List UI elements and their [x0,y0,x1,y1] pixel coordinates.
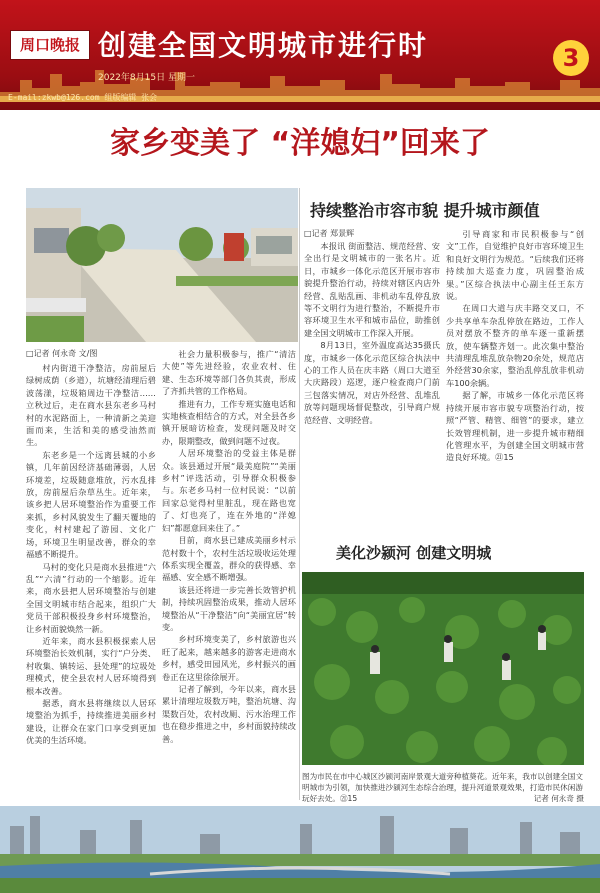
paragraph: 该县还将进一步完善长效管护机制，持续巩固整治成果，推动人居环境整治从“干净整洁”向“美丽宜居”转变。 [162,584,296,632]
paragraph: 马村的变化只是商水县推进“六乱”“六清”行动的一个缩影。近年来，商水县把人居环境整治与创建全国文明城市结合起来，组织广大党员干部积极投身乡村环境整治，让乡村面貌焕然一新。 [26,561,156,634]
newspaper-logo: 周口晚报 [10,30,90,60]
photo-section-headline: 美化沙颍河 创建文明城 [336,544,492,562]
paragraph: 目前，商水县已建成美丽乡村示范村数十个，农村生活垃圾收运处理体系实现全覆盖，群众的获得感、幸福感、安全感不断增强。 [162,535,296,583]
paragraph: 人居环境整治的受益主体是群众。该县通过开展“最美庭院”“美丽乡村”评选活动，引导群众积极参与。东老乡马村一位村民说：“以前回家总觉得村里脏乱，现在路也宽了、灯也亮了，连在外地的“洋媳妇”都愿意回来住了。” [162,448,296,533]
article-headline: 持续整治市容市貌 提升城市颜值 [310,201,540,220]
editor-info: E-mail:zkwb@126.com 组版编辑 张会 [8,93,158,102]
article-column-1 [26,362,156,806]
riverside-city-photo [0,806,600,893]
caption-credit: 记者 何永奇 摄 [533,794,584,803]
paragraph: 推进有力，工作专班实施电话和实地核查相结合的方式，对全县各乡镇开展暗访检查，发现问题及时交办，限期整改，做到问题不过夜。 [162,398,296,446]
paragraph: 在周口大道与庆丰路交叉口，不少共享单车杂乱停放在路边，工作人员对摆放不整齐的单车逐一重新摆放，使车辆整齐划一。此次集中整治共清理乱堆乱放杂物20余处，规范店外经营30余家，整治乱停乱放非机动车100余辆。 [446,303,584,388]
sunflower-field-photo [302,572,584,765]
masthead-banner [0,0,600,110]
photo-caption [302,771,584,804]
paragraph: 乡村环境变美了，乡村旅游也兴旺了起来，越来越多的游客走进商水乡村，感受田园风光，乡村振兴的画卷正在这里徐徐展开。 [162,634,296,682]
paragraph: 据悉，商水县将继续以人居环境整治为抓手，持续推进美丽乡村建设，让群众在家门口享受到更加优美的生活环境。 [26,697,156,746]
paragraph: 村内街道干净整洁，房前屋后绿树成荫（乡道），坑塘经清理后碧波荡漾，垃圾箱周边干净整洁……立秋过后，走在商水县东老乡马村村的水泥路面上，一种清新之美迎面而来，生活和美的感受油然而生。 [26,363,156,448]
column-divider [299,188,300,800]
paragraph: 社会力量积极参与，推广“清洁大使”等先进经验，农业农村、住建、生态环境等部门各负其责，形成了齐抓共管的工作格局。 [162,349,296,397]
article-column-3 [304,240,440,510]
article-column-4 [446,228,584,510]
issue-date: 2022年8月15日 星期一 [98,73,195,83]
village-road-photo [26,188,298,342]
section-banner-title: 创建全国文明城市进行时 [98,29,429,62]
photo-credit: □记者 何永奇 文/图 [26,349,98,358]
paragraph: 引导商家和市民积极参与“创文”工作，自觉维护良好市容环境卫生和良好文明行为规范。“后续我们还将持续加大巡查力度，巩固整治成果。”区综合执法中心副主任王东方说。 [446,229,584,302]
caption-text: 图为市民在市中心城区沙颍河南岸景观大道旁种植葵花。近年来，我市以创建全国文明城市为引领，加快推进沙颍河生态综合治理，提升河道景观效果，打造市民休闲游玩好去处。㉑15 [302,772,583,803]
paragraph: 近年来，商水县积极探索人居环境整治长效机制，实行“户分类、村收集、镇转运、县处理”的垃圾处理模式，使全县农村人居环境得到根本改善。 [26,635,156,696]
paragraph: 记者了解到，今年以来，商水县累计清理垃圾数万吨，整治坑塘、沟渠数百处，农村改厕、污水治理工作也在稳步推进之中，乡村面貌持续改善。 [162,683,296,744]
main-headline: 家乡变美了 “洋媳妇”回来了 [110,126,490,161]
paragraph: 本报讯 街面整洁、规范经营、安全出行是文明城市的一张名片。近日，市城乡一体化示范区开展市容市貌提升整治行动，持续对辖区内店外经营、乱贴乱画、非机动车乱停乱放等不文明行为进行整治，不断提升市容环境卫生水平和城市品位，助推创建全国文明城市工作深入开展。 [304,241,440,338]
article-byline: □记者 郑景辉 [304,229,355,238]
paragraph: 东老乡是一个远离县城的小乡镇，几年前因经济基础薄弱，人居环境差，垃圾随意堆放，污水乱排放，房前屋后杂草丛生。近年来，该乡把人居环境整治作为重要工作来抓，乡村风貌发生了翻天覆地的变化，村村建起了游园、文化广场，环境卫生明显改善，群众的幸福感不断提升。 [26,449,156,560]
paragraph: 8月13日，室外温度高达35摄氏度，市城乡一体化示范区综合执法中心的工作人员在庆丰路（周口大道至大庆路段）巡逻，逐户检查商户门前三包落实情况，对店外经营、乱堆乱放等问题现场督促整改，引导商户规范经营、文明经营。 [304,340,440,425]
paragraph: 据了解，市城乡一体化示范区将持续开展市容市貌专项整治行动，按照“严管、精管、细管”的要求，建立长效管理机制，进一步提升城市精细化管理水平，为创建全国文明城市营造良好环境。㉑15 [446,390,584,463]
page-number-badge: 3 [553,40,589,76]
article-column-2 [162,348,296,806]
